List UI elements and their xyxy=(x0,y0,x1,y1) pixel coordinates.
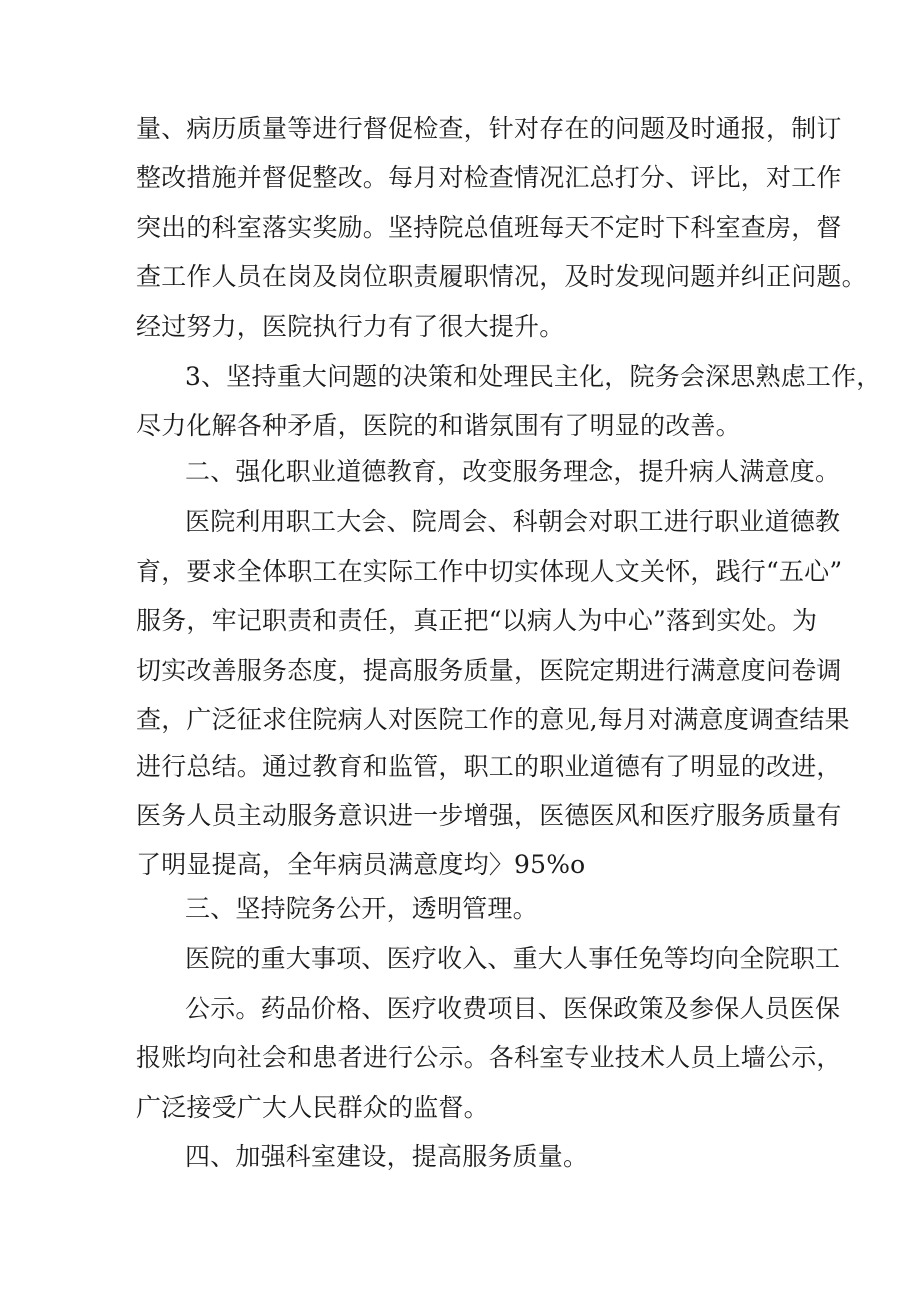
text-line: 公示。药品价格、医疗收费项目、医保政策及参保人员医保 xyxy=(185,994,841,1023)
text-line: 了明显提高，全年病员满意度均〉95%o xyxy=(136,850,586,879)
section-heading: 四、加强科室建设，提高服务质量。 xyxy=(185,1142,589,1171)
text-line: 广泛接受广大人民群众的监督。 xyxy=(136,1093,489,1122)
text-line: 查工作人员在岗及岗位职责履职情况，及时发现问题并纠正问题。 xyxy=(136,262,867,291)
section-heading: 二、强化职业道德教育，改变服务理念，提升病人满意度。 xyxy=(185,457,841,486)
section-heading: 三、坚持院务公开，透明管理。 xyxy=(185,894,538,923)
text-line: 切实改善服务态度，提高服务质量，医院定期进行满意度问卷调 xyxy=(136,656,842,685)
text-line: 3、坚持重大问题的决策和处理民主化，院务会深思熟虑工作， xyxy=(185,362,882,391)
text-line: 医务人员主动服务意识进一步增强，医德医风和医疗服务质量有 xyxy=(136,801,842,830)
text-line: 整改措施并督促整改。每月对检查情况汇总打分、评比，对工作 xyxy=(136,163,842,192)
text-line: 报账均向社会和患者进行公示。各科室专业技术人员上墙公示， xyxy=(136,1043,842,1072)
text-line: 医院的重大事项、医疗收入、重大人事任免等均向全院职工 xyxy=(185,944,841,973)
text-line: 量、病历质量等进行督促检查，针对存在的问题及时通报，制订 xyxy=(136,114,842,143)
text-line: 服务，牢记职责和责任，真正把“以病人为中心”落到实处。为 xyxy=(136,606,818,635)
text-line: 突出的科室落实奖励。坚持院总值班每天不定时下科室查房，督 xyxy=(136,213,842,242)
text-line: 尽力化解各种矛盾，医院的和谐氛围有了明显的改善。 xyxy=(136,411,741,440)
text-line: 查，广泛征求住院病人对医院工作的意见,每月对满意度调查结果 xyxy=(136,705,850,734)
text-line: 经过努力，医院执行力有了很大提升。 xyxy=(136,312,565,341)
text-line: 医院利用职工大会、院周会、科朝会对职工进行职业道德教 xyxy=(185,507,841,536)
text-line: 进行总结。通过教育和监管，职工的职业道德有了明显的改进， xyxy=(136,752,842,781)
text-line: 育，要求全体职工在实际工作中切实体现人文关怀，践行“五心” xyxy=(136,557,843,586)
